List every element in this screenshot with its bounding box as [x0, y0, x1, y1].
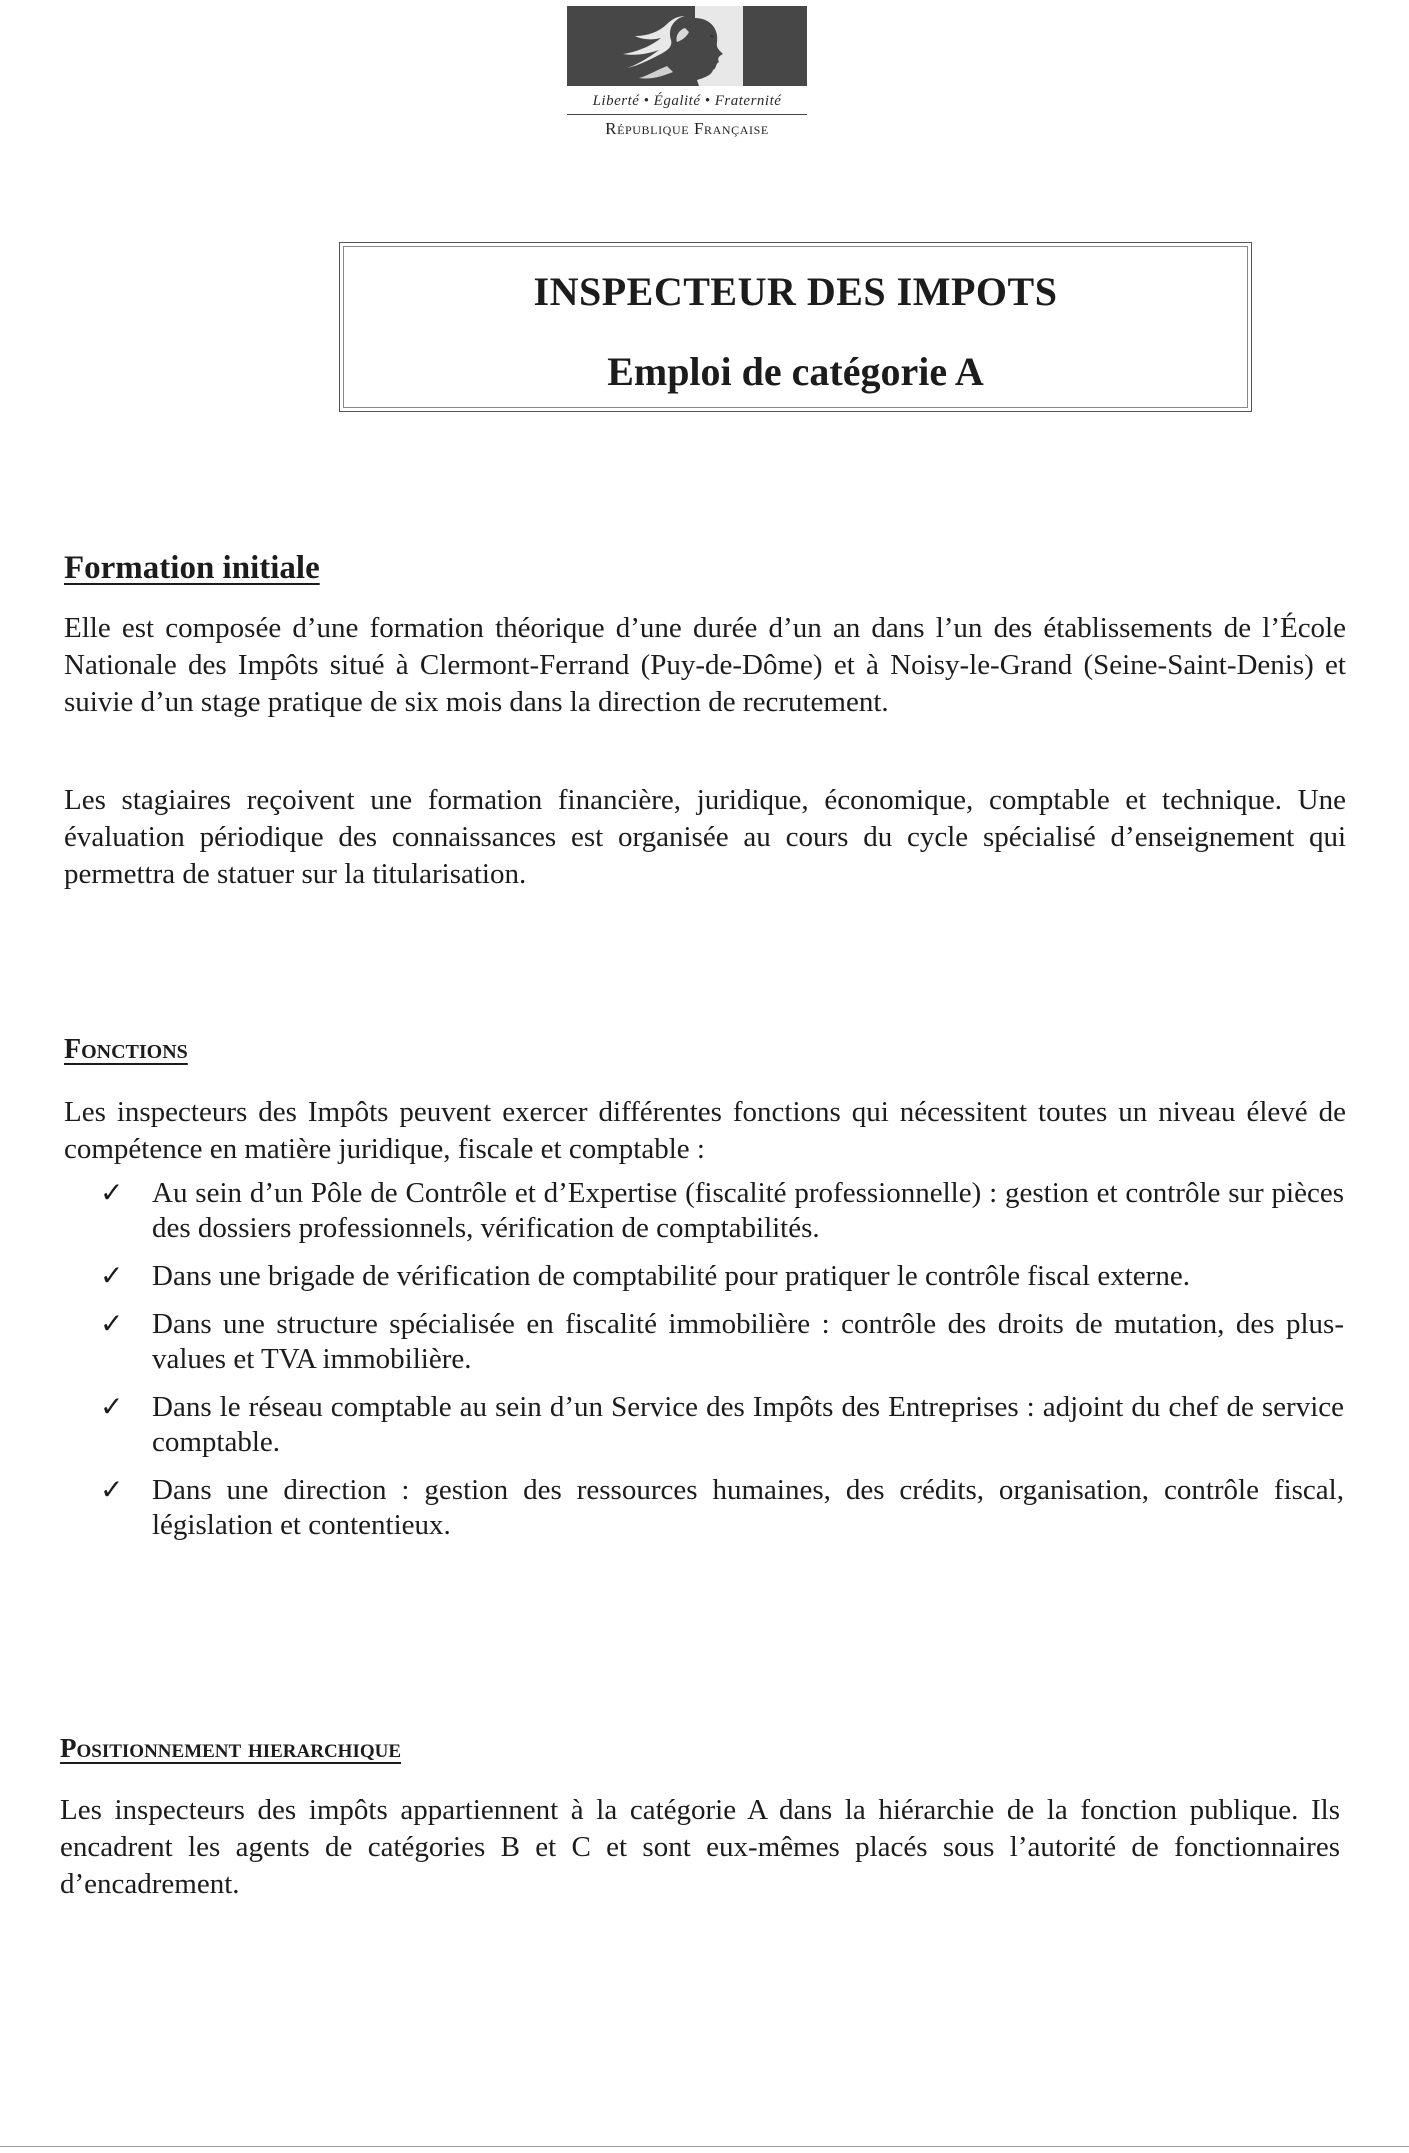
- checkmark-icon: ✓: [100, 1475, 124, 1506]
- checkmark-icon: ✓: [100, 1392, 124, 1423]
- formation-paragraph: Les stagiaires reçoivent une formation financière, juridique, économique, comptable et technique. Une évaluation périodique des connaissances est organisée au cours du cycle spécialisé d’enseignement qui permettra de statuer sur la titularisation.: [64, 784, 1346, 890]
- list-item-text: Dans une direction : gestion des ressources humaines, des crédits, organisation, contrôle fiscal, législation et contentieux.: [152, 1474, 1344, 1541]
- list-item: [100, 1307, 1344, 1377]
- checkmark-icon: ✓: [100, 1309, 124, 1340]
- republique-name: République Française: [605, 119, 769, 138]
- list-item: [100, 1390, 1344, 1460]
- list-item-text: Au sein d’un Pôle de Contrôle et d’Expertise (fiscalité professionnelle) : gestion et contrôle sur pièces des dossiers professionnels, vérification de comptabilités.: [152, 1177, 1344, 1244]
- footer-divider: [0, 2146, 1409, 2147]
- list-item-text: Dans une brigade de vérification de comptabilité pour pratiquer le contrôle fiscal externe.: [152, 1260, 1190, 1292]
- section-heading-fonctions: Fonctions: [64, 1034, 188, 1065]
- list-item: [100, 1473, 1344, 1543]
- positionnement-paragraph: Les inspecteurs des impôts appartiennent à la catégorie A dans la hiérarchie de la fonction publique. Ils encadrent les agents de catégories B et C et sont eux-mêmes placés sous l’autorité de fonctionnaires d’encadrement.: [60, 1794, 1340, 1900]
- checkmark-icon: ✓: [100, 1261, 124, 1292]
- list-item: [100, 1176, 1344, 1246]
- republique-motto: Liberté • Égalité • Fraternité: [592, 93, 782, 109]
- title-box: [339, 242, 1252, 412]
- fonctions-list: [100, 1176, 1344, 1556]
- logo-divider: [567, 114, 807, 115]
- list-item-text: Dans le réseau comptable au sein d’un Service des Impôts des Entreprises : adjoint du chef de service comptable.: [152, 1391, 1344, 1458]
- marianne-logo-icon: [567, 6, 807, 86]
- list-item: [100, 1259, 1344, 1294]
- republique-logo: [566, 6, 808, 139]
- section-heading-formation: Formation initiale: [64, 550, 320, 586]
- formation-paragraph: Elle est composée d’une formation théorique d’une durée d’un an dans l’un des établissements de l’École Nationale des Impôts situé à Clermont-Ferrand (Puy-de-Dôme) et à Noisy-le-Grand (Seine-Saint-Denis) et suivie d’un stage pratique de six mois dans la direction de recrutement.: [64, 612, 1346, 718]
- section-heading-positionnement: Positionnement hierarchique: [60, 1733, 402, 1763]
- document-title: INSPECTEUR DES IMPOTS: [533, 269, 1058, 314]
- checkmark-icon: ✓: [100, 1178, 124, 1209]
- fonctions-intro: Les inspecteurs des Impôts peuvent exercer différentes fonctions qui nécessitent toutes un niveau élevé de compétence en matière juridique, fiscale et comptable :: [64, 1096, 1346, 1165]
- list-item-text: Dans une structure spécialisée en fiscalité immobilière : contrôle des droits de mutation, des plus-values et TVA immobilière.: [152, 1308, 1344, 1375]
- document-subtitle: Emploi de catégorie A: [607, 349, 984, 394]
